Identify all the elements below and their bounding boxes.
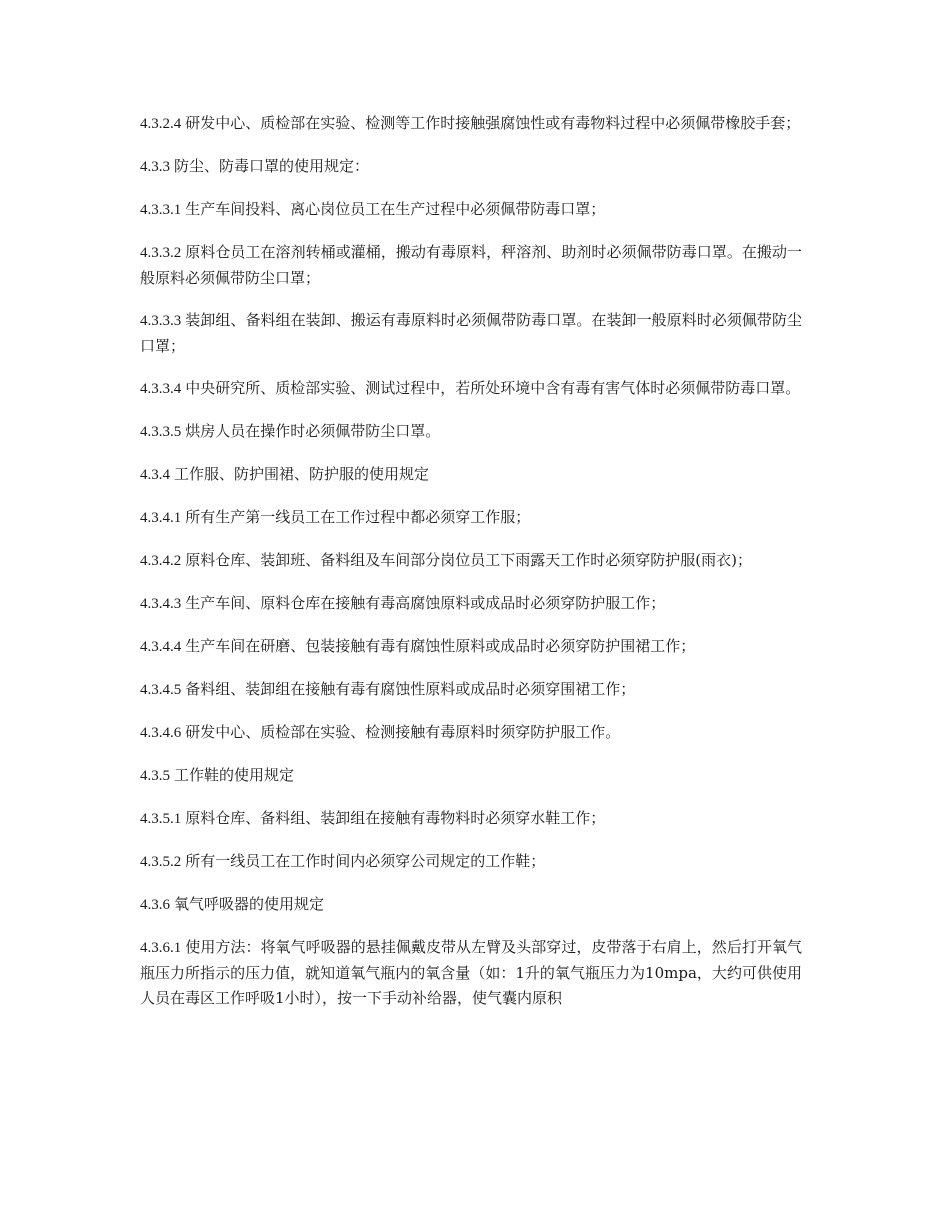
section-number: 4.3.3.1 (140, 202, 182, 218)
section-number: 4.3.3.4 (140, 381, 182, 397)
section-number: 4.3.6 (140, 897, 170, 913)
paragraph-4-3-6-1 (140, 935, 802, 1011)
paragraph-text: 所有生产第一线员工在工作过程中都必须穿工作服； (185, 508, 531, 526)
paragraph-4-3-5-1 (140, 806, 802, 832)
section-number: 4.3.4 (140, 467, 170, 483)
paragraph-text: 生产车间投料、离心岗位员工在生产过程中必须佩带防毒口罩； (185, 200, 606, 218)
paragraph-4-3-3-3 (140, 308, 802, 359)
heading-text: 工作服、防护围裙、防护服的使用规定 (174, 465, 430, 483)
heading-text: 防尘、防毒口罩的使用规定： (174, 157, 370, 175)
paragraph-4-3-3-5 (140, 419, 802, 445)
section-number: 4.3.4.2 (140, 553, 182, 569)
paragraph-text: 研发中心、质检部在实验、检测等工作时接触强腐蚀性或有毒物料过程中必须佩带橡胶手套； (185, 114, 801, 132)
document-body (140, 111, 802, 1028)
section-number: 4.3.5 (140, 768, 170, 784)
section-number: 4.3.4.3 (140, 596, 182, 612)
paragraph-4-3-4-2 (140, 548, 802, 574)
section-number: 4.3.5.1 (140, 811, 182, 827)
paragraph-4-3-2-4 (140, 111, 802, 137)
heading-text: 工作鞋的使用规定 (174, 766, 295, 784)
paragraph-4-3-4-6 (140, 720, 802, 746)
paragraph-4-3-4-4 (140, 634, 802, 660)
paragraph-text: 原料仓库、装卸班、备料组及车间部分岗位员工下雨露天工作时必须穿防护服(雨衣)； (185, 551, 752, 569)
section-number: 4.3.5.2 (140, 854, 182, 870)
paragraph-text: 原料仓员工在溶剂转桶或灌桶，搬动有毒原料，秤溶剂、助剂时必须佩带防毒口罩。在搬动一般原料必须佩带防尘口罩； (140, 243, 802, 287)
section-number: 4.3.4.4 (140, 639, 182, 655)
paragraph-4-3-3-1 (140, 197, 802, 223)
heading-4-3-4 (140, 462, 802, 488)
paragraph-text: 生产车间、原料仓库在接触有毒高腐蚀原料或成品时必须穿防护服工作； (185, 594, 666, 612)
heading-text: 氧气呼吸器的使用规定 (174, 895, 325, 913)
section-number: 4.3.4.6 (140, 725, 182, 741)
heading-4-3-3 (140, 154, 802, 180)
section-number: 4.3.3.5 (140, 424, 182, 440)
heading-4-3-5 (140, 763, 802, 789)
section-number: 4.3.3.2 (140, 245, 182, 261)
section-number: 4.3.3 (140, 159, 170, 175)
paragraph-4-3-4-5 (140, 677, 802, 703)
section-number: 4.3.2.4 (140, 116, 182, 132)
paragraph-4-3-3-4 (140, 376, 802, 402)
paragraph-text: 所有一线员工在工作时间内必须穿公司规定的工作鞋； (185, 852, 546, 870)
paragraph-text: 使用方法：将氧气呼吸器的悬挂佩戴皮带从左臂及头部穿过，皮带落于右肩上，然后打开氧气瓶压力所指示的压力值，就知道氧气瓶内的氧含量（如：1升的氧气瓶压力为10mpa，大约可供使用人员在毒区工作呼吸1小时），按一下手动补给器，使气囊内原积 (140, 938, 802, 1007)
paragraph-text: 装卸组、备料组在装卸、搬运有毒原料时必须佩带防毒口罩。在装卸一般原料时必须佩带防尘口罩； (140, 311, 802, 355)
paragraph-text: 中央研究所、质检部实验、测试过程中，若所处环境中含有毒有害气体时必须佩带防毒口罩。 (185, 379, 801, 397)
section-number: 4.3.3.3 (140, 313, 182, 329)
paragraph-text: 备料组、装卸组在接触有毒有腐蚀性原料或成品时必须穿围裙工作； (185, 680, 636, 698)
paragraph-text: 烘房人员在操作时必须佩带防尘口罩。 (185, 422, 441, 440)
section-number: 4.3.4.1 (140, 510, 182, 526)
heading-4-3-6 (140, 892, 802, 918)
paragraph-text: 原料仓库、备料组、装卸组在接触有毒物料时必须穿水鞋工作； (185, 809, 606, 827)
paragraph-4-3-4-3 (140, 591, 802, 617)
paragraph-text: 生产车间在研磨、包装接触有毒有腐蚀性原料或成品时必须穿防护围裙工作； (185, 637, 696, 655)
paragraph-4-3-5-2 (140, 849, 802, 875)
section-number: 4.3.4.5 (140, 682, 182, 698)
paragraph-4-3-4-1 (140, 505, 802, 531)
paragraph-4-3-3-2 (140, 240, 802, 291)
paragraph-text: 研发中心、质检部在实验、检测接触有毒原料时须穿防护服工作。 (185, 723, 621, 741)
section-number: 4.3.6.1 (140, 940, 182, 956)
